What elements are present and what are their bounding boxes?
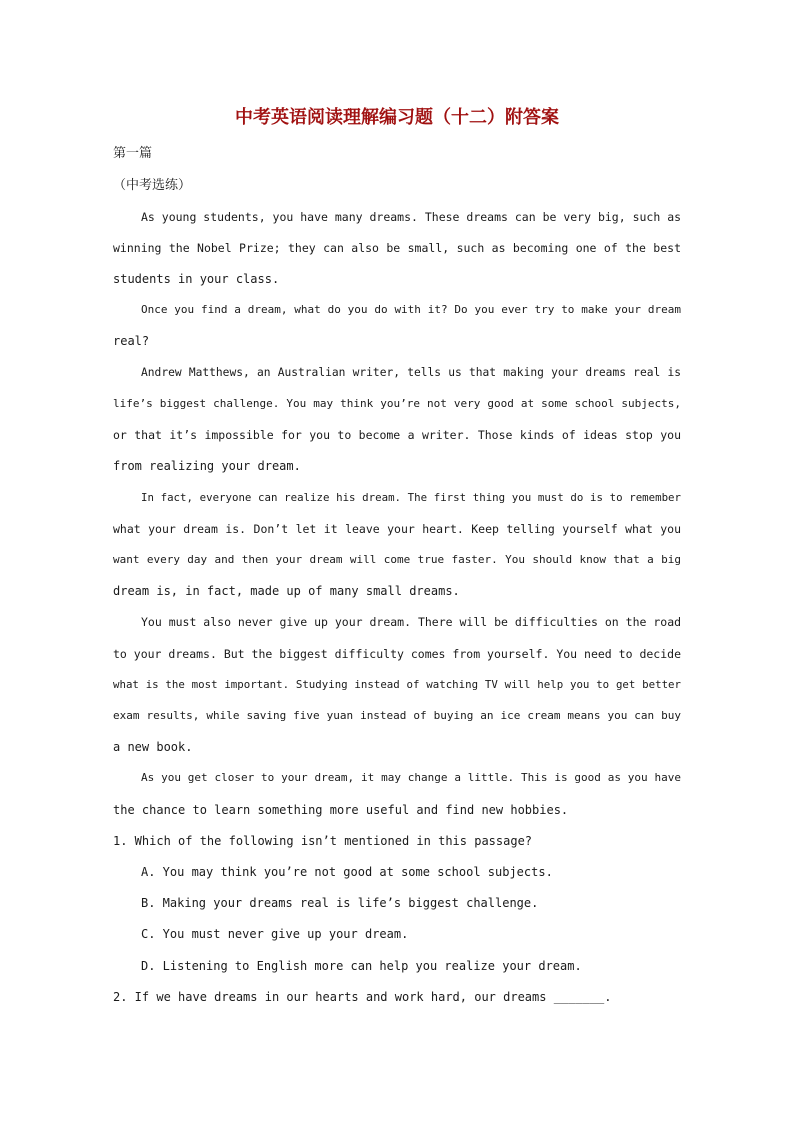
- paragraph-2-line-2: real?: [113, 334, 150, 348]
- paragraph-4-line-4: dream is, in fact, made up of many small dreams.: [113, 584, 460, 598]
- paragraph-4-line-1: In fact, everyone can realize his dream. The first thing you must do is to remember: [141, 491, 681, 504]
- paragraph-3-line-2: life’s biggest challenge. You may think you’re not very good at some school subjects,: [113, 397, 681, 410]
- paragraph-1-line-2: winning the Nobel Prize; they can also be small, such as becoming one of the best: [113, 241, 681, 255]
- paragraph-5-line-5: a new book.: [113, 740, 193, 754]
- page-title: 中考英语阅读理解编习题（十二）附答案: [235, 107, 559, 128]
- question-1-stem: 1. Which of the following isn’t mentioned in this passage?: [113, 834, 533, 848]
- paragraph-5-line-3: what is the most important. Studying instead of watching TV will help you to get better: [113, 678, 681, 691]
- paragraph-1-line-1: As young students, you have many dreams. These dreams can be very big, such as: [141, 210, 681, 224]
- paragraph-6-line-2: the chance to learn something more useful and find new hobbies.: [113, 803, 569, 817]
- section-label: 第一篇: [113, 146, 153, 161]
- question-1-option-c: C. You must never give up your dream.: [141, 927, 409, 941]
- source-label: （中考选练）: [113, 178, 192, 193]
- paragraph-3-line-3: or that it’s impossible for you to become a writer. Those kinds of ideas stop you: [113, 428, 681, 442]
- paragraph-6-line-1: As you get closer to your dream, it may change a little. This is good as you have: [141, 771, 681, 784]
- question-1-option-d: D. Listening to English more can help you realize your dream.: [141, 959, 582, 973]
- question-1-option-a: A. You may think you’re not good at some school subjects.: [141, 865, 553, 879]
- question-1-option-b: B. Making your dreams real is life’s biggest challenge.: [141, 896, 539, 910]
- paragraph-5-line-4: exam results, while saving five yuan instead of buying an ice cream means you can buy: [113, 709, 681, 722]
- paragraph-4-line-3: want every day and then your dream will come true faster. You should know that a big: [113, 553, 681, 566]
- paragraph-3-line-1: Andrew Matthews, an Australian writer, tells us that making your dreams real is: [141, 366, 681, 379]
- paragraph-5-line-1: You must also never give up your dream. There will be difficulties on the road: [141, 615, 681, 629]
- paragraph-1-line-3: students in your class.: [113, 272, 280, 286]
- paragraph-2-line-1: Once you find a dream, what do you do with it? Do you ever try to make your dream: [141, 303, 681, 316]
- paragraph-3-line-4: from realizing your dream.: [113, 459, 301, 473]
- paragraph-5-line-2: to your dreams. But the biggest difficulty comes from yourself. You need to decide: [113, 647, 681, 661]
- question-2-stem: 2. If we have dreams in our hearts and work hard, our dreams _______.: [113, 990, 612, 1004]
- paragraph-4-line-2: what your dream is. Don’t let it leave your heart. Keep telling yourself what you: [113, 522, 681, 536]
